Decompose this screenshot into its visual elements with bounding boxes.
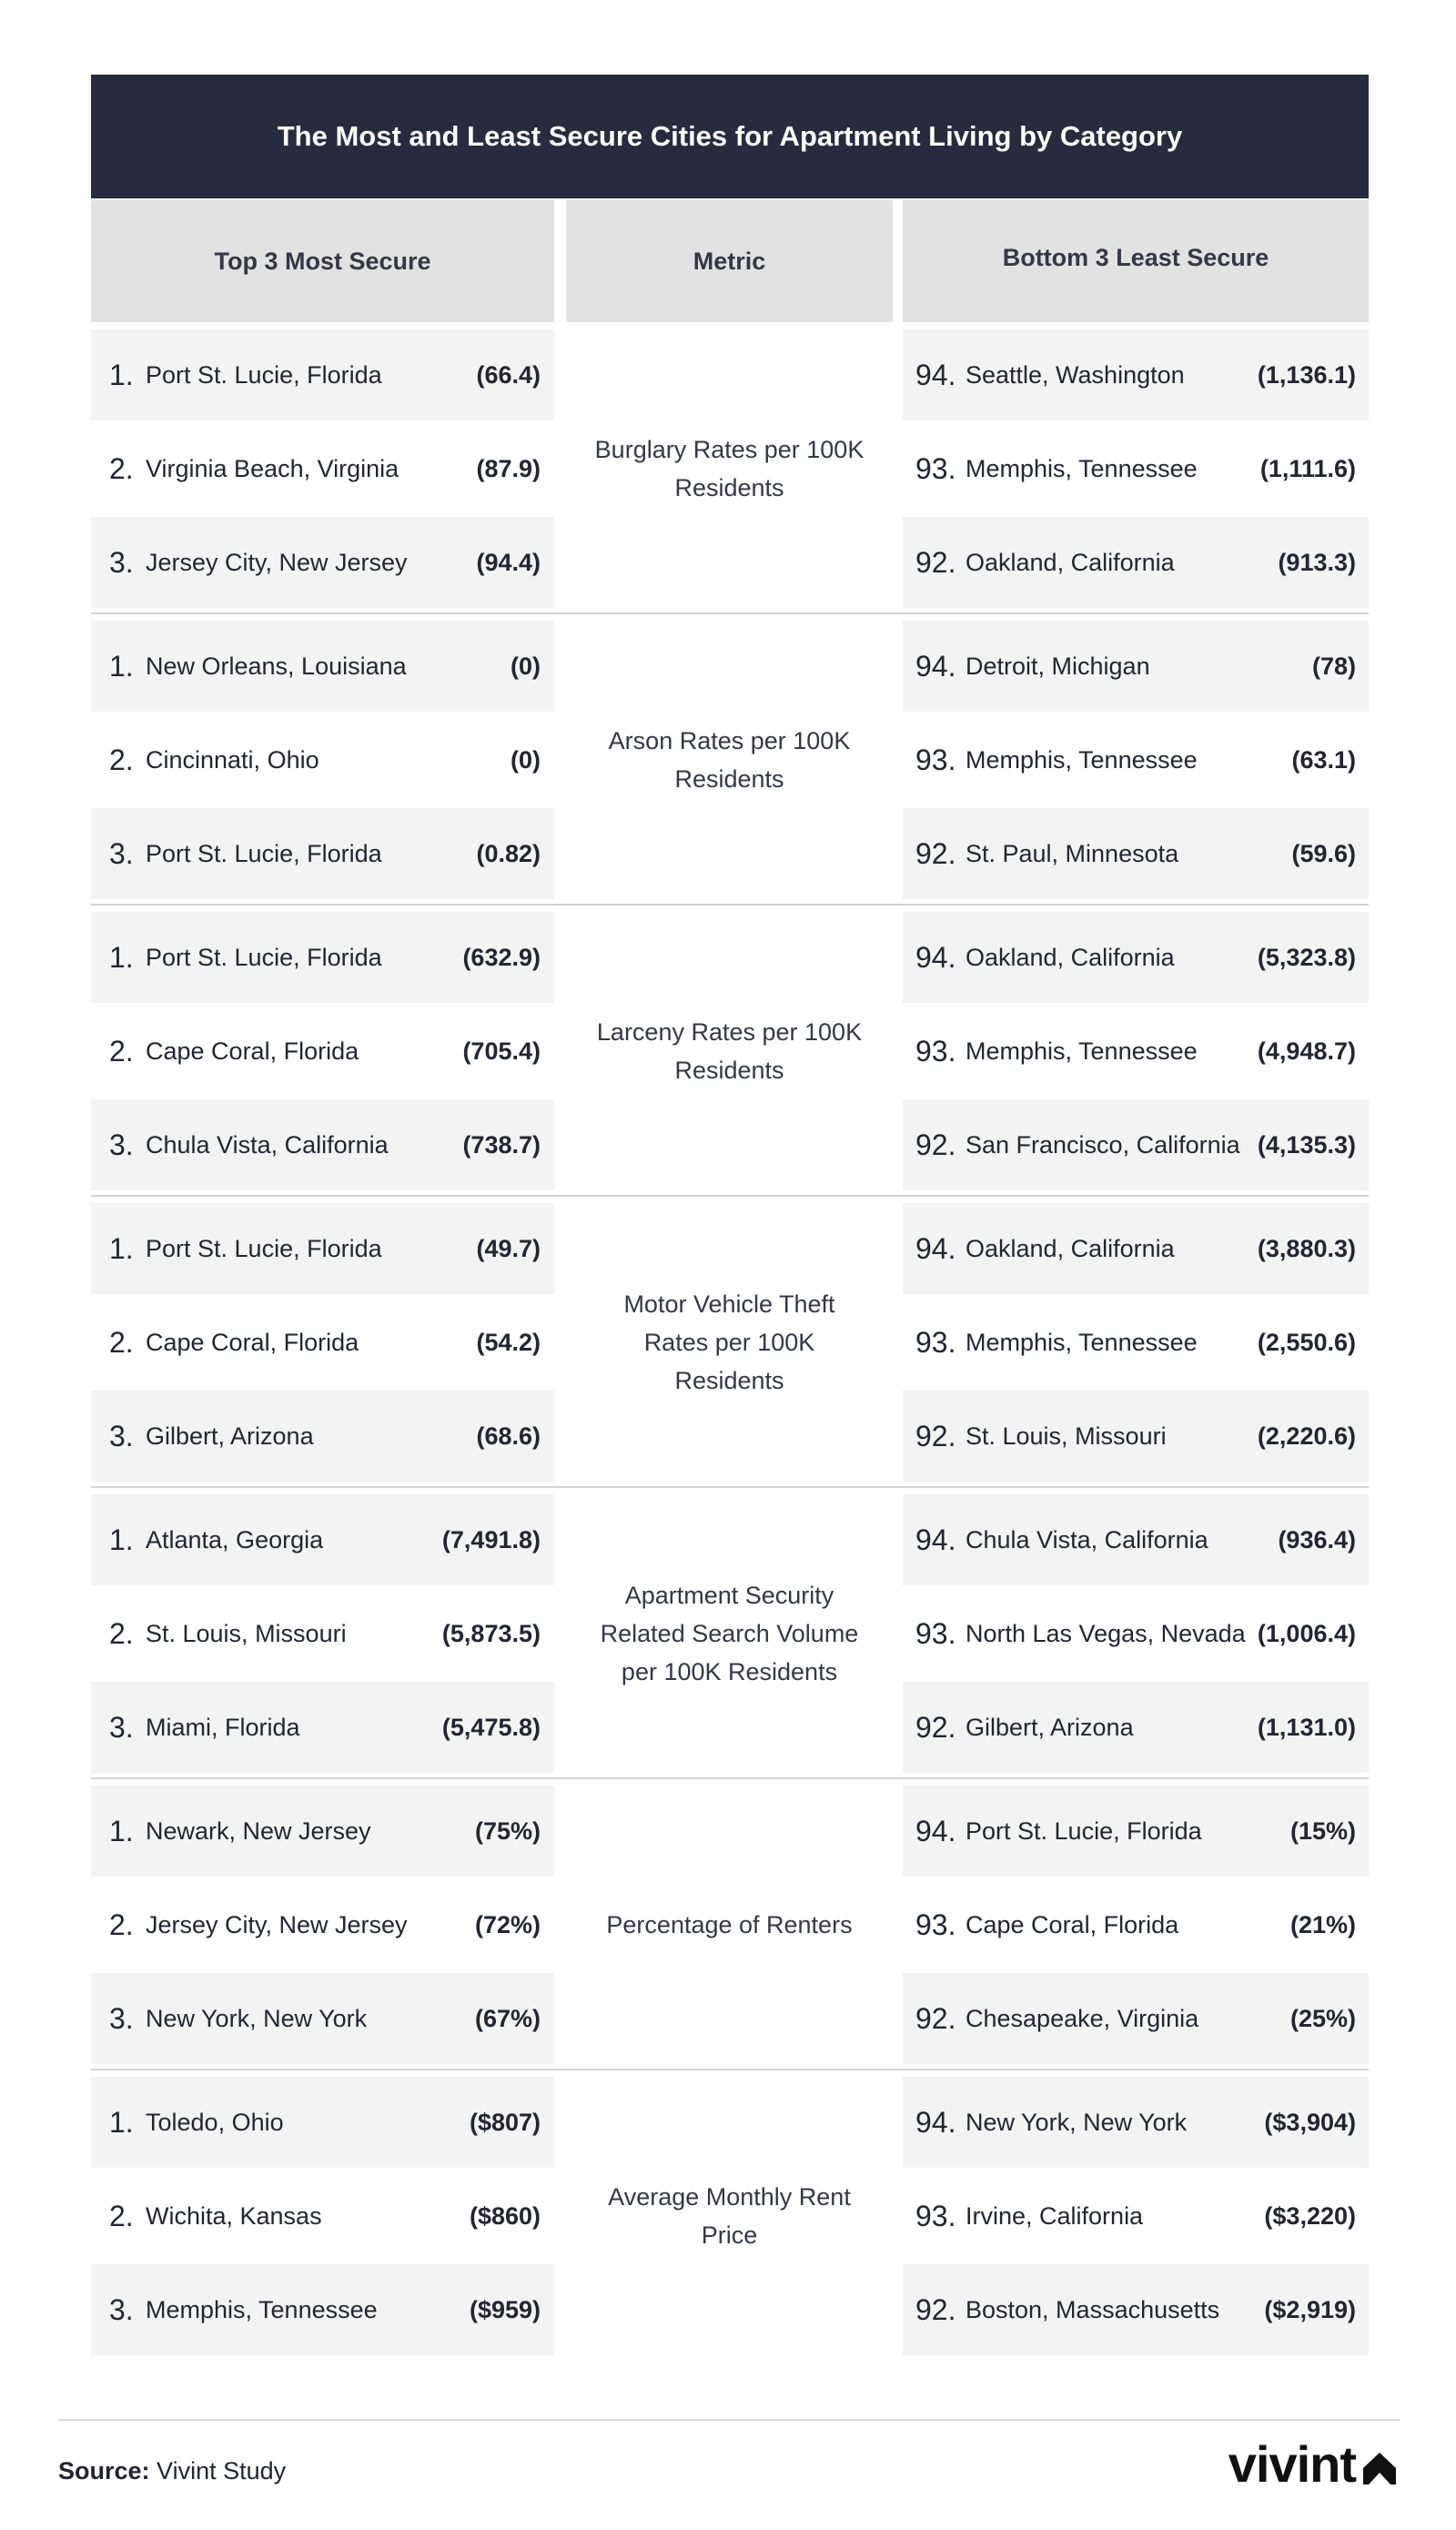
table-row <box>903 808 1369 899</box>
city-name: St. Paul, Minnesota <box>966 839 1179 867</box>
least-secure-list <box>903 2077 1369 2355</box>
metric-label-cell <box>566 1786 893 2064</box>
rank-label: 2. <box>109 2199 134 2232</box>
rank-label: 1. <box>109 358 134 391</box>
metric-value: (72%) <box>474 1910 541 1938</box>
metric-value: ($807) <box>469 2108 541 2136</box>
least-secure-list <box>903 1786 1369 2064</box>
metric-value: ($860) <box>469 2201 541 2230</box>
metric-label: Average Monthly Rent Price <box>608 2183 851 2249</box>
metric-label: Motor Vehicle Theft Rates per 100K Residents <box>623 1290 835 1394</box>
table-row <box>91 2077 554 2168</box>
least-secure-list <box>903 1203 1369 1482</box>
city-name: Chesapeake, Virginia <box>966 2004 1199 2032</box>
most-secure-list <box>91 621 554 899</box>
header-metric: Metric <box>566 200 893 322</box>
rank-label: 2. <box>109 1616 134 1650</box>
table-row <box>903 1973 1369 2064</box>
table-row <box>903 1203 1369 1294</box>
rank-label: 93. <box>915 1034 956 1068</box>
metric-label-cell <box>566 1494 893 1773</box>
metric-value: (7,491.8) <box>441 1525 541 1553</box>
metric-value: (5,475.8) <box>441 1713 541 1741</box>
city-name: Toledo, Ohio <box>146 2108 284 2136</box>
metric-value: ($2,919) <box>1264 2295 1356 2323</box>
metric-value: (632.9) <box>462 943 541 971</box>
table-row <box>91 2171 554 2262</box>
section-divider <box>91 1486 1369 1488</box>
city-name: Oakland, California <box>966 1234 1175 1262</box>
metric-value: (25%) <box>1289 2004 1356 2032</box>
city-name: Detroit, Michigan <box>966 652 1150 680</box>
source-text: Vivint Study <box>157 2457 287 2484</box>
metric-value: (0) <box>511 652 541 680</box>
metric-label: Larceny Rates per 100K Residents <box>596 1018 863 1084</box>
most-secure-list <box>91 1786 554 2064</box>
most-secure-list <box>91 1203 554 1482</box>
metric-value: (15%) <box>1289 1817 1356 1845</box>
table-row <box>91 1973 554 2064</box>
city-name: Chula Vista, California <box>966 1525 1208 1553</box>
city-name: New Orleans, Louisiana <box>146 652 407 680</box>
least-secure-list <box>903 912 1369 1190</box>
rank-label: 92. <box>915 2001 956 2035</box>
rank-label: 94. <box>915 1523 956 1556</box>
logo-text: vivint <box>1228 2435 1356 2493</box>
metric-value: (1,131.0) <box>1257 1713 1356 1741</box>
table-row <box>903 1006 1369 1097</box>
metric-label-cell <box>566 2077 893 2355</box>
city-name: Oakland, California <box>966 943 1175 971</box>
metric-value: (5,323.8) <box>1257 943 1356 971</box>
rank-label: 2. <box>109 743 134 776</box>
city-name: Memphis, Tennessee <box>146 2295 378 2323</box>
table-row <box>91 714 554 805</box>
city-name: St. Louis, Missouri <box>966 1422 1167 1450</box>
city-name: Memphis, Tennessee <box>966 454 1198 482</box>
city-name: North Las Vegas, Nevada <box>966 1619 1246 1647</box>
metric-value: ($959) <box>469 2295 541 2323</box>
city-name: Seattle, Washington <box>966 360 1185 389</box>
rank-label: 92. <box>915 1128 956 1161</box>
rank-label: 94. <box>915 940 956 974</box>
table-row <box>91 1006 554 1097</box>
table-row <box>903 423 1369 514</box>
rank-label: 1. <box>109 1523 134 1556</box>
metric-value: (4,948.7) <box>1257 1037 1356 1065</box>
metric-section <box>91 621 1369 899</box>
city-name: Port St. Lucie, Florida <box>146 360 382 389</box>
city-name: Port St. Lucie, Florida <box>966 1817 1202 1845</box>
table-row <box>91 1786 554 1877</box>
metric-value: (54.2) <box>476 1328 541 1356</box>
city-name: Jersey City, New Jersey <box>146 1910 408 1938</box>
metric-value: (913.3) <box>1278 548 1356 576</box>
header-bottom-least-secure: Bottom 3 Least Secure <box>903 200 1369 322</box>
rank-label: 1. <box>109 1814 134 1847</box>
rank-label: 2. <box>109 1034 134 1068</box>
rank-label: 1. <box>109 649 134 683</box>
metric-value: (66.4) <box>476 360 541 389</box>
rank-label: 93. <box>915 451 956 485</box>
city-name: Memphis, Tennessee <box>966 745 1198 774</box>
rank-label: 92. <box>915 545 956 579</box>
metric-section <box>91 912 1369 1190</box>
table-row <box>91 329 554 420</box>
header-top-most-secure: Top 3 Most Secure <box>91 200 554 322</box>
metric-value: (78) <box>1311 652 1356 680</box>
city-name: Boston, Massachusetts <box>966 2295 1220 2323</box>
most-secure-list <box>91 329 554 608</box>
metric-value: (49.7) <box>476 1234 541 1262</box>
table-row <box>903 912 1369 1003</box>
rank-label: 93. <box>915 2199 956 2232</box>
metric-value: (59.6) <box>1291 839 1356 867</box>
city-name: St. Louis, Missouri <box>146 1619 347 1647</box>
table-row <box>903 2264 1369 2355</box>
table-title: The Most and Least Secure Cities for Apartment Living by Category <box>91 75 1369 198</box>
metric-value: (936.4) <box>1278 1525 1356 1553</box>
rank-label: 3. <box>109 836 134 870</box>
table-row <box>903 714 1369 805</box>
rank-label: 94. <box>915 358 956 391</box>
table-row <box>903 329 1369 420</box>
city-name: Cape Coral, Florida <box>966 1910 1179 1938</box>
city-name: Port St. Lucie, Florida <box>146 839 382 867</box>
most-secure-list <box>91 2077 554 2355</box>
rank-label: 93. <box>915 1616 956 1650</box>
metric-label-cell <box>566 912 893 1190</box>
rank-label: 3. <box>109 1128 134 1161</box>
city-name: Atlanta, Georgia <box>146 1525 324 1553</box>
metric-value: (94.4) <box>476 548 541 576</box>
city-name: San Francisco, California <box>966 1130 1240 1159</box>
table-row <box>903 1494 1369 1585</box>
city-name: Gilbert, Arizona <box>966 1713 1134 1741</box>
city-name: Gilbert, Arizona <box>146 1422 314 1450</box>
table-row <box>903 2077 1369 2168</box>
rank-label: 93. <box>915 743 956 776</box>
table-row <box>91 808 554 899</box>
rank-label: 3. <box>109 1419 134 1452</box>
rank-label: 93. <box>915 1908 956 1941</box>
city-name: Cape Coral, Florida <box>146 1037 359 1065</box>
rank-label: 2. <box>109 1908 134 1941</box>
metric-value: (1,006.4) <box>1257 1619 1356 1647</box>
metric-value: (68.6) <box>476 1422 541 1450</box>
city-name: Chula Vista, California <box>146 1130 389 1159</box>
rank-label: 3. <box>109 1710 134 1744</box>
city-name: Memphis, Tennessee <box>966 1328 1198 1356</box>
city-name: Wichita, Kansas <box>146 2201 322 2230</box>
metric-value: (5,873.5) <box>441 1619 541 1647</box>
metric-value: (1,111.6) <box>1259 454 1356 482</box>
city-name: Newark, New Jersey <box>146 1817 371 1845</box>
metric-value: ($3,904) <box>1264 2108 1356 2136</box>
table-row <box>903 1588 1369 1679</box>
metric-label: Burglary Rates per 100K Residents <box>594 436 864 501</box>
section-divider <box>91 1777 1369 1779</box>
table-row <box>91 517 554 608</box>
table-row <box>903 1682 1369 1773</box>
city-name: Cape Coral, Florida <box>146 1328 359 1356</box>
metric-section <box>91 1494 1369 1773</box>
rank-label: 3. <box>109 2292 134 2326</box>
rank-label: 92. <box>915 836 956 870</box>
table-row <box>903 1099 1369 1190</box>
table-row <box>903 517 1369 608</box>
city-name: New York, New York <box>966 2108 1188 2136</box>
rank-label: 1. <box>109 2105 134 2139</box>
metric-label: Percentage of Renters <box>606 1911 853 1938</box>
least-secure-list <box>903 1494 1369 1773</box>
table-row <box>91 1391 554 1482</box>
section-divider <box>91 1195 1369 1197</box>
rank-label: 94. <box>915 1231 956 1265</box>
metric-section <box>91 1203 1369 1482</box>
table-row <box>91 1588 554 1679</box>
metric-value: (2,220.6) <box>1257 1422 1356 1450</box>
house-icon <box>1360 2448 1400 2488</box>
metric-value: (63.1) <box>1291 745 1356 774</box>
section-divider <box>91 612 1369 614</box>
source-note <box>58 2457 286 2485</box>
rank-label: 92. <box>915 1710 956 1744</box>
table-row <box>903 621 1369 712</box>
rank-label: 2. <box>109 1325 134 1359</box>
rank-label: 3. <box>109 545 134 579</box>
metric-label: Arson Rates per 100K Residents <box>608 727 851 793</box>
most-secure-list <box>91 1494 554 1773</box>
city-name: Miami, Florida <box>146 1713 300 1741</box>
rank-label: 92. <box>915 1419 956 1452</box>
table-row <box>91 1682 554 1773</box>
metric-value: (0.82) <box>476 839 541 867</box>
metric-label-cell <box>566 329 893 608</box>
metric-value: ($3,220) <box>1264 2201 1356 2230</box>
city-name: Port St. Lucie, Florida <box>146 1234 382 1262</box>
metric-value: (21%) <box>1289 1910 1356 1938</box>
metric-value: (1,136.1) <box>1257 360 1356 389</box>
rank-label: 94. <box>915 649 956 683</box>
table-row <box>91 1879 554 1970</box>
metric-section <box>91 2077 1369 2355</box>
city-name: Port St. Lucie, Florida <box>146 943 382 971</box>
metric-label: Apartment Security Related Search Volume per 100K Residents <box>600 1582 859 1685</box>
metric-value: (705.4) <box>462 1037 541 1065</box>
footer-divider <box>58 2419 1400 2421</box>
metric-label-cell <box>566 621 893 899</box>
metric-value: (738.7) <box>462 1130 541 1159</box>
section-divider <box>91 904 1369 906</box>
city-name: Irvine, California <box>966 2201 1144 2230</box>
table-row <box>903 1879 1369 1970</box>
rank-label: 1. <box>109 940 134 974</box>
table-row <box>91 912 554 1003</box>
most-secure-list <box>91 912 554 1190</box>
city-name: New York, New York <box>146 2004 368 2032</box>
metric-value: (2,550.6) <box>1257 1328 1356 1356</box>
metric-value: (75%) <box>474 1817 541 1845</box>
table-row <box>91 1297 554 1388</box>
rank-label: 93. <box>915 1325 956 1359</box>
metric-section <box>91 1786 1369 2064</box>
table-row <box>903 1391 1369 1482</box>
metric-section <box>91 329 1369 608</box>
metric-value: (3,880.3) <box>1257 1234 1356 1262</box>
rank-label: 92. <box>915 2292 956 2326</box>
rank-label: 2. <box>109 451 134 485</box>
table-row <box>91 2264 554 2355</box>
table-row <box>91 1099 554 1190</box>
metric-value: (4,135.3) <box>1257 1130 1356 1159</box>
rank-label: 3. <box>109 2001 134 2035</box>
table-row <box>91 1203 554 1294</box>
vivint-logo <box>1228 2435 1400 2494</box>
city-name: Jersey City, New Jersey <box>146 548 408 576</box>
metric-value: (67%) <box>474 2004 541 2032</box>
rank-label: 94. <box>915 2105 956 2139</box>
city-name: Cincinnati, Ohio <box>146 745 319 774</box>
rank-label: 94. <box>915 1814 956 1847</box>
table-row <box>903 1297 1369 1388</box>
table-row <box>903 1786 1369 1877</box>
table-row <box>91 621 554 712</box>
city-name: Virginia Beach, Virginia <box>146 454 399 482</box>
section-divider <box>91 2069 1369 2070</box>
city-name: Oakland, California <box>966 548 1175 576</box>
metric-label-cell <box>566 1203 893 1482</box>
metric-value: (0) <box>511 745 541 774</box>
metric-value: (87.9) <box>476 454 541 482</box>
table-row <box>91 423 554 514</box>
table-row <box>91 1494 554 1585</box>
source-label: Source: <box>58 2457 150 2484</box>
table-row <box>903 2171 1369 2262</box>
city-name: Memphis, Tennessee <box>966 1037 1198 1065</box>
least-secure-list <box>903 621 1369 899</box>
rank-label: 1. <box>109 1231 134 1265</box>
least-secure-list <box>903 329 1369 608</box>
